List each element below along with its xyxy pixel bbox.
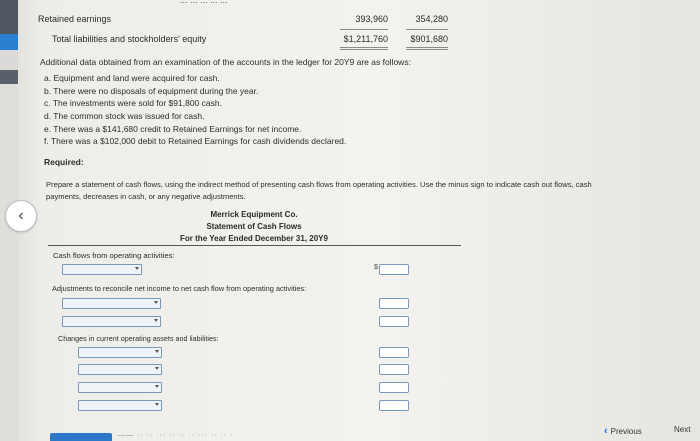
left-edge-dark-2 — [0, 70, 18, 84]
total-2018: $901,680 — [410, 34, 448, 44]
adjustment-amount-input-1[interactable] — [379, 298, 409, 309]
total-2019: $1,211,760 — [343, 34, 388, 44]
retained-earnings-2018: 354,280 — [415, 14, 448, 24]
chevron-left-icon: ‹ — [18, 207, 24, 224]
next-label: Next — [674, 425, 691, 434]
subtotal-rule-2018 — [406, 29, 448, 30]
net-income-amount-input[interactable] — [379, 264, 409, 275]
cutoff-label: ... ... ... ... ... — [180, 0, 228, 5]
change-dropdown-1[interactable] — [78, 347, 162, 358]
left-edge-panel — [0, 84, 18, 441]
caret-down-icon — [154, 319, 158, 322]
cutoff-row — [180, 0, 228, 5]
additional-data-intro: Additional data obtained from an examination of the accounts in the ledger for 20Y9 are as follows: — [40, 57, 411, 67]
required-heading: Required: — [44, 157, 84, 167]
required-instruction-1: Prepare a statement of cash flows, using the indirect method of presenting cash flows from operating activities. Use the minus sign to indicate cash out flows, cash — [46, 180, 592, 189]
left-edge-light — [0, 50, 18, 70]
total-rule-2018-a — [406, 47, 448, 48]
caret-down-icon — [154, 301, 158, 304]
adjustments-section-label: Adjustments to reconcile net income to net cash flow from operating activities: — [52, 284, 307, 293]
additional-item-d: d. The common stock was issued for cash. — [44, 111, 205, 121]
progress-tab[interactable] — [50, 433, 112, 441]
additional-item-e: e. There was a $141,680 credit to Retained Earnings for net income. — [44, 124, 302, 134]
additional-item-a: a. Equipment and land were acquired for cash. — [44, 73, 220, 83]
dollar-sign: $ — [374, 264, 378, 271]
net-income-dropdown[interactable] — [62, 264, 142, 275]
bottom-faded-text: —— ·· ·· ··· ·· ·· ·· ··· ·· ·· · — [118, 432, 234, 439]
total-rule-2019-b — [340, 49, 388, 50]
next-button[interactable] — [674, 425, 690, 434]
operating-section-label: Cash flows from operating activities: — [53, 251, 175, 260]
caret-down-icon — [155, 403, 159, 406]
adjustment-dropdown-1[interactable] — [62, 298, 161, 309]
statement-header-rule — [48, 245, 461, 246]
total-rule-2018-b — [406, 49, 448, 50]
statement-period: For the Year Ended December 31, 20Y9 — [180, 234, 328, 243]
adjustment-amount-input-2[interactable] — [379, 316, 409, 327]
additional-item-c: c. The investments were sold for $91,800 cash. — [44, 98, 222, 108]
additional-item-b: b. There were no disposals of equipment during the year. — [44, 86, 259, 96]
retained-earnings-label: Retained earnings — [38, 14, 112, 24]
caret-down-icon — [135, 267, 139, 270]
left-edge-dark — [0, 0, 18, 34]
previous-button[interactable] — [604, 425, 642, 437]
change-amount-input-4[interactable] — [379, 400, 409, 411]
caret-down-icon — [155, 385, 159, 388]
company-name: Merrick Equipment Co. — [210, 210, 298, 219]
previous-label: Previous — [610, 427, 642, 436]
statement-title: Statement of Cash Flows — [206, 222, 302, 231]
change-dropdown-3[interactable] — [78, 382, 162, 393]
subtotal-rule-2019 — [340, 29, 388, 30]
change-dropdown-2[interactable] — [78, 364, 162, 375]
changes-section-label: Changes in current operating assets and liabilities: — [58, 334, 219, 343]
left-edge-blue — [0, 34, 18, 50]
chevron-left-icon: ‹ — [604, 425, 608, 437]
caret-down-icon — [155, 367, 159, 370]
change-amount-input-2[interactable] — [379, 364, 409, 375]
caret-down-icon — [155, 350, 159, 353]
total-rule-2019-a — [340, 47, 388, 48]
change-dropdown-4[interactable] — [78, 400, 162, 411]
additional-item-f: f. There was a $102,000 debit to Retained Earnings for cash dividends declared. — [44, 136, 347, 146]
change-amount-input-3[interactable] — [379, 382, 409, 393]
back-button[interactable] — [5, 200, 37, 232]
retained-earnings-2019: 393,960 — [355, 14, 388, 24]
total-liabilities-label: Total liabilities and stockholders' equity — [52, 34, 207, 44]
adjustment-dropdown-2[interactable] — [62, 316, 161, 327]
required-instruction-2: payments, decreases in cash, or any negative adjustments. — [46, 192, 246, 201]
change-amount-input-1[interactable] — [379, 347, 409, 358]
